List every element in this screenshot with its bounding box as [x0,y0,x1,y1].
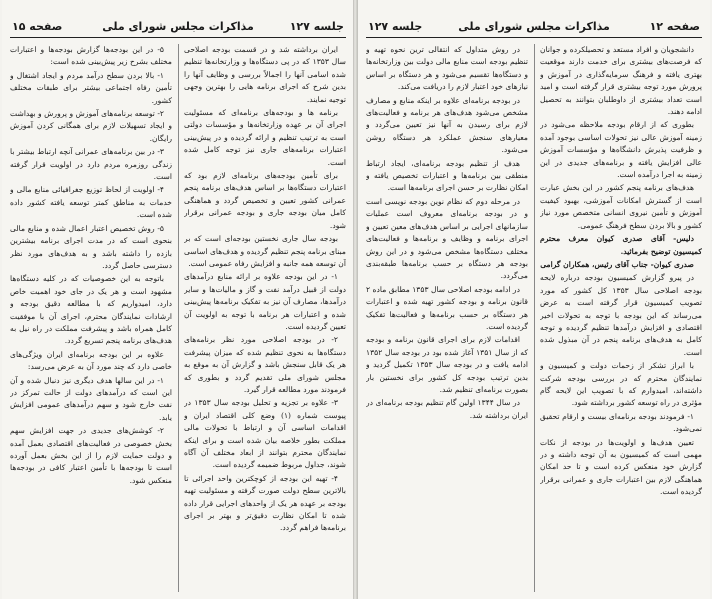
right-page-column-left [366,44,528,596]
right-page-header-rule [366,37,702,38]
paragraph: تعیین هدف‌ها و اولویت‌ها در بودجه از نکات مهمی است که کمیسیون به آن توجه داشته و در گزارش خود منعکس کرده است و تا حد امکان هماهنگی لازم بین اعتبارات جاری و عمرانی برقرار گردیده است. [540,437,702,497]
paragraph: در مرحله دوم که نظام نوین بودجه نویسی است و در بودجه برنامه‌ای معروف است عملیات سازمانهای اجرایی بر اساس هدف‌های معین تعیین و اجرای برنامه و وظایف و برنامه‌ها و فعالیت‌های مختلف دستگاه‌ها مشخص می‌شود و در این روش بودجه هر دستگاه بر حسب برنامه‌ها طبقه‌بندی می‌گردد. [366,196,528,281]
paragraph: بطوری که از ارقام بودجه ملاحظه می‌شود در زمینه آموزش عالی نیز تحولات اساسی بوجود آمده و ظرفیت پذیرش دانشگاه‌ها و مؤسسات آموزش عالی افزایش یافته و برنامه‌های جدیدی در این زمینه به اجرا درآمده است. [540,120,702,180]
paragraph: ۴- اولویت از لحاظ توزیع جغرافیائی منابع مالی و خدمات به مناطق کمتر توسعه یافته کشور داده شده است. [10,185,172,220]
left-page-number: صفحه ۱۵ [12,20,63,33]
right-page-column-right [540,44,702,596]
paragraph: در سال ۱۳۴۴ اولین گام تنظیم بودجه برنامه‌ای در ایران برداشته شد. [366,398,528,420]
right-page-session-label: جلسه ۱۲۷ [368,20,423,33]
paragraph: ۱- در این بودجه علاوه بر ارائه منابع درآمدهای دولت از قبیل درآمد نفت و گاز و مالیات‌ها و سایر درآمدها، مصارف آن نیز به تفکیک برنامه‌ها پیش‌بینی شده و اعتبارات هر برنامه با توجه به اولویت آن تعیین گردیده است. [184,272,346,331]
left-page-column-divider [178,44,179,592]
paragraph: ۲- توسعه برنامه‌های آموزش و پرورش و بهداشت و ایجاد تسهیلات لازم برای همگانی کردن آموزش رایگان. [10,109,172,143]
speaker-paragraph: صدری کیوان- جناب آقای رئیس، همکاران گرامی [540,259,694,269]
paragraph: در ادامه بودجه اصلاحی سال ۱۳۵۳ مطابق ماده ۲ قانون برنامه و بودجه کشور تهیه شده و اعتبارات هر دستگاه بر حسب برنامه‌ها و فعالیت‌ها تفکیک گردیده است. [366,284,528,331]
paragraph: بودجه سال جاری نخستین بودجه‌ای است که بر مبنای برنامه پنجم تنظیم گردیده و هدف‌های اساسی آن توسعه همه جانبه و افزایش رفاه عمومی است. [184,234,346,268]
paragraph: با ابراز تشکر از زحمات دولت و کمیسیون و نمایندگان محترم که در بررسی بودجه شرکت داشته‌اند، امیدوارم که با تصویب این لایحه گام مؤثری در راه توسعه کشور برداشته شود. [540,361,702,408]
paragraph: باتوجه به این خصوصیات که در کلیه دستگاه‌ها مشهود است و هر یک در جای خود اهمیت خاص دارد، امیدواریم که با مطالعه دقیق بودجه و ارشادات نمایندگان محترم، اجرای آن با موفقیت کامل همراه باشد و پیشرفت مملکت در راه نیل به هدف‌های برنامه پنجم تسریع گردد. [10,274,172,346]
paragraph: در روش متداول که انتقالی ترین نحوه تهیه و تنظیم بودجه است منابع مالی دولت بین وزارتخانه‌ها و دستگاه‌ها تقسیم می‌شود و هر دستگاه بر اساس نیازهای خود اعتبار لازم را دریافت می‌کند. [366,45,528,92]
paragraph: برای تأمین بودجه‌های برنامه‌ای لازم بود که اعتبارات دستگاه‌ها بر اساس هدف‌های برنامه پنجم عمرانی کشور تعیین و تخصیص گردد و هماهنگی کامل میان بودجه جاری و بودجه عمرانی برقرار شود. [184,171,346,230]
paragraph: برنامه ها و بودجه‌های برنامه‌ای که مسئولیت اجرای آن بر عهده وزارتخانه‌ها و مؤسسات دولتی است به ترتیب تنظیم و ارائه گردیده و در پیش‌بینی اعتبارات برنامه‌های جاری نیز توجه کامل شده است. [184,108,346,167]
left-page-header [10,20,346,38]
left-page [2,0,354,599]
paragraph: ۲- کوشش‌های جدیدی در جهت افزایش سهم بخش خصوصی در فعالیت‌های اقتصادی بعمل آمده و دولت حمایت لازم را از این بخش بعمل آورده است تا بودجه‌ها با تأمین اعتبار کافی در بودجه‌ها منعکس شود. [10,426,172,485]
paragraph: ۴- تهیه این بودجه از کوچکترین واحد اجرائی تا بالاترین سطح دولت صورت گرفته و مسئولیت تهیه بودجه بر عهده هر یک از واحدهای اجرایی قرار داده شده تا امکان نظارت دقیق‌تر و بهتر بر اجرای برنامه‌ها فراهم گردد. [184,473,346,533]
paragraph: ۱- بالا بردن سطح درآمد مردم و ایجاد اشتغال و تأمین رفاه اجتماعی بیشتر برای طبقات مختلف کشور. [10,70,172,105]
paragraph: ۱- در این سالها هدف دیگری نیز دنبال شده و آن این است که درآمدهای دولت از حالت تمرکز در نفت خارج شود و سهم درآمدهای عمومی افزایش یابد. [10,375,172,422]
left-page-session-label: جلسه ۱۲۷ [289,20,344,33]
right-page-number: صفحه ۱۲ [649,20,700,33]
left-page-header-rule [10,37,346,38]
right-page-title: مذاکرات مجلس شورای ملی [458,20,610,33]
paragraph: ۱- فرمودند بودجه برنامه‌ای بیست و ارقام تحقیق نمی‌شود. [540,411,702,434]
paragraph: هدف از تنظیم بودجه برنامه‌ای، ایجاد ارتباط منطقی بین برنامه‌ها و اعتبارات تخصیص یافته و امکان نظارت بر حسن اجرای برنامه‌ها است. [366,158,528,193]
paragraph: ایران برداشته شد و در قسمت بودجه اصلاحی سال ۱۳۵۳ که در پی دستگاه‌ها و وزارتخانه‌ها تنظیم شده اسامی آنها را اجمالاً بررسی و وظایف آنها را بدین شرح که اجرای برنامه هایی را بهترین وجهی توجیه نمایند. [184,45,346,104]
left-page-column-right [184,44,346,596]
paragraph: ۳- در بین برنامه‌های عمرانی آنچه ارتباط بیشتر با زندگی روزمره مردم دارد در اولویت قرار گرفته است. [10,147,172,182]
paragraph: ۵- در این بودجه‌ها گزارش بودجه‌ها و اعتبارات مختلف بشرح زیر پیش‌بینی شده است: [10,45,172,67]
paragraph: هدف‌های برنامه پنجم کشور در این بخش عبارت است از گسترش امکانات آموزشی، بهبود کیفیت آموزش و تأمین نیروی انسانی متخصص مورد نیاز کشور و بالا بردن سطح فرهنگ عمومی. [540,183,702,230]
paragraph: علاوه بر این بودجه برنامه‌ای ایران ویژگی‌های خاصی دارد که چند مورد آن به عرض می‌رسد: [10,349,172,372]
left-page-column-left [10,44,172,596]
speaker-paragraph: دلیس- آقای صدری کیوان معرف محترم کمیسیون توضیح بفرمائید. [540,234,702,256]
right-page [358,0,710,599]
paragraph: اقدامات لازم برای اجرای قانون برنامه و بودجه که از سال ۱۳۵۱ آغاز شده بود در بودجه سال ۱۳۵۲ ادامه یافت و در بودجه سال ۱۳۵۳ تکمیل گردید و بدین ترتیب بودجه کل کشور برای نخستین بار بصورت برنامه‌ای تنظیم شد. [366,335,528,394]
paragraph: در بودجه برنامه‌ای علاوه بر اینکه منابع و مصارف مشخص می‌شود هدف‌های هر برنامه و فعالیت‌های لازم برای رسیدن به آنها نیز تعیین می‌گردد و معیارهای سنجش عملکرد هر دستگاه روشن می‌شود. [366,95,528,155]
paragraph: ۵- روش تخصیص اعتبار اعمال شده و منابع مالی بنحوی است که در مدت اجرای برنامه بیشترین بازده را داشته باشد و به هدف‌های مورد نظر دسترسی حاصل گردد. [10,223,172,270]
left-page-title: مذاکرات مجلس شورای ملی [102,20,254,33]
paragraph: در پیرو گزارش کمیسیون بودجه درباره لایحه بودجه اصلاحی سال ۱۳۵۳ کل کشور که مورد تصویب کمیسیون قرار گرفته است به عرض می‌رساند که این بودجه با توجه به تحولات اخیر اقتصادی و افزایش درآمدها تنظیم گردیده و توجه کامل به هدف‌های برنامه پنجم در آن مبذول شده است. [540,273,702,357]
right-page-column-divider [534,44,535,592]
paragraph: دانشجویان و افراد مستعد و تحصیلکرده و جوانان که فرصت‌های بیشتری برای خدمت دارند موقعیت بهتری یافته و فرهنگ سرمایه‌گذاری در آموزش و پرورش مورد توجه بیشتری قرار گرفته است و امید است تعداد بیشتری از داوطلبان بتوانند به تحصیل ادامه دهند. [540,45,702,117]
right-page-header [366,20,702,38]
paragraph: ۳- علاوه بر تجزیه و تحلیل بودجه سال ۱۳۵۳ در پیوست شماره (۱) وضع کلی اقتصاد ایران و اقدامات اساسی آن و ارتباط با تحولات مالی مملکت بطور خلاصه بیان شده است و برای اینکه نمایندگان محترم بتوانند از ابعاد مختلف آن آگاه شوند، جداول مربوط ضمیمه گردیده است. [184,398,346,470]
paragraph: ۲- در بودجه اصلاحی مورد نظر برنامه‌های دستگاه‌ها به نحوی تنظیم شده که میزان پیشرفت هر یک قابل سنجش باشد و گزارش آن به موقع به مجلس شورای ملی تقدیم گردد و بطوری که فرمودند مورد مطالعه قرار گیرد. [184,335,346,394]
